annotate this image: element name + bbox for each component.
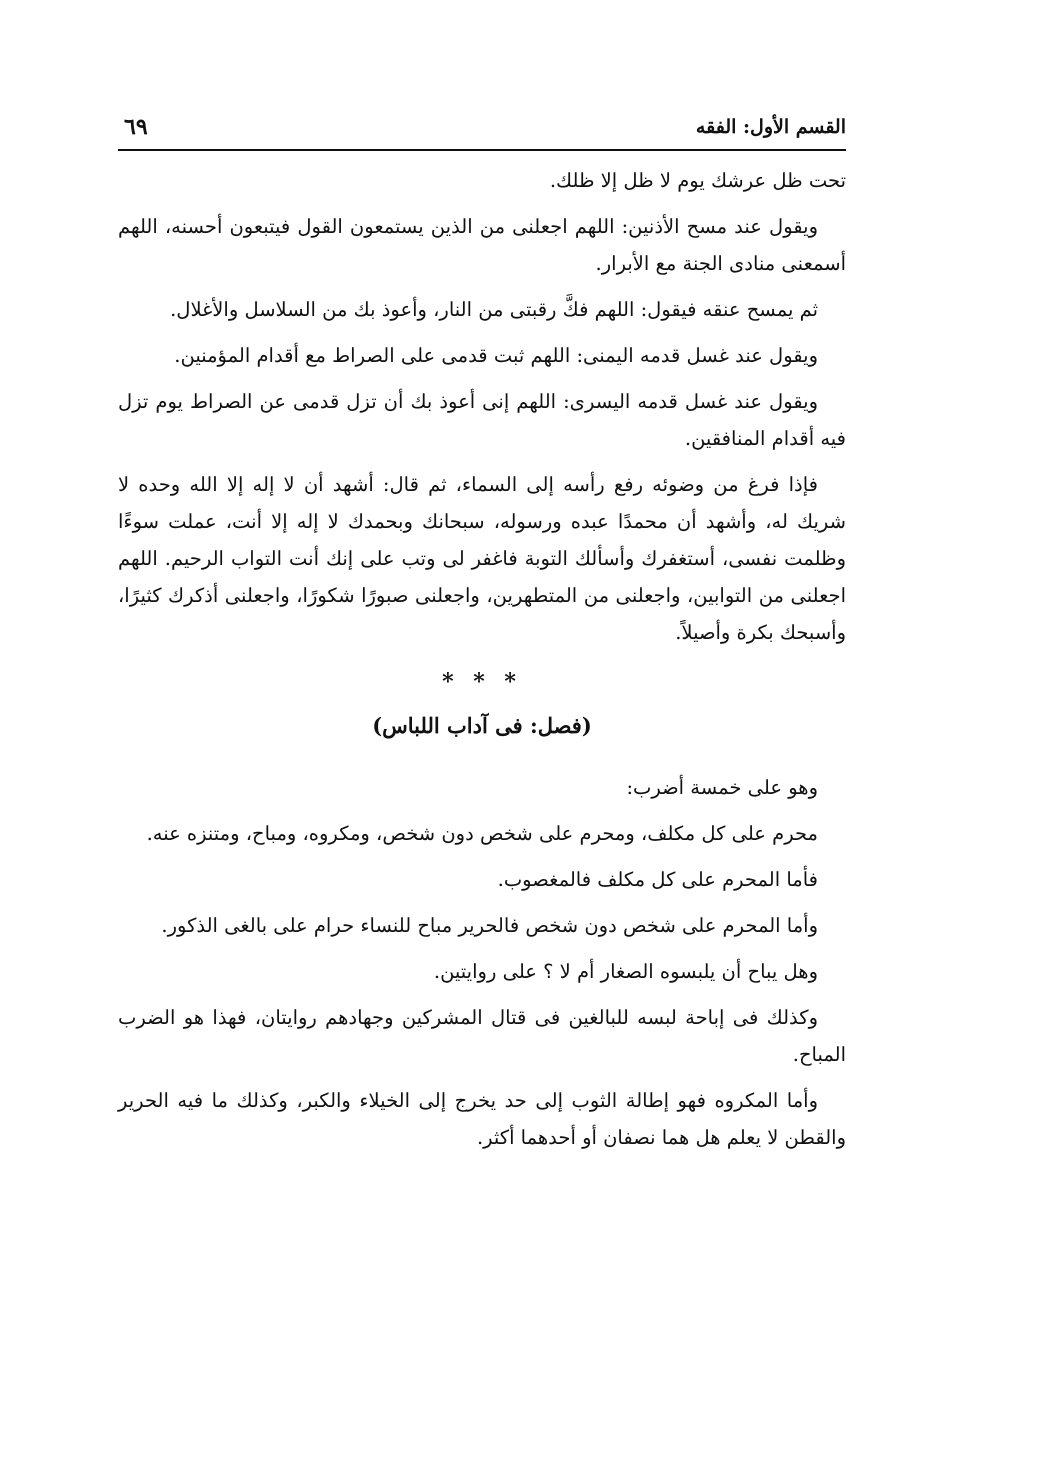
paragraph: وهو على خمسة أضرب:: [626, 776, 818, 799]
paragraph: ويقول عند غسل قدمه اليسرى: اللهم إنى أعوذ بك أن تزل قدمى عن الصراط يوم تزل فيه أقدام المنافقين.: [118, 390, 846, 450]
page-number: ٦٩: [124, 114, 148, 140]
paragraph: وأما المكروه فهو إطالة الثوب إلى حد يخرج إلى الخيلاء والكبر، وكذلك ما فيه الحرير والقطن لا يعلم هل هما نصفان أو أحدهما أكثر.: [118, 1089, 846, 1149]
page-body: [118, 162, 846, 1165]
paragraph: محرم على كل مكلف، ومحرم على شخص دون شخص، ومكروه، ومباح، ومتنزه عنه.: [146, 822, 818, 845]
paragraph: وهل يباح أن يلبسوه الصغار أم لا ؟ على روايتين.: [433, 960, 818, 983]
header-rule: [118, 149, 846, 151]
paragraph: تحت ظل عرشك يوم لا ظل إلا ظلك.: [549, 169, 846, 192]
section-heading: (فصل: فى آداب اللباس): [372, 713, 592, 738]
paragraph: وأما المحرم على شخص دون شخص فالحرير مباح للنساء حرام على بالغى الذكور.: [161, 914, 818, 937]
paragraph: وكذلك فى إباحة لبسه للبالغين فى قتال المشركين وجهادهم روايتان، فهذا هو الضرب المباح.: [118, 1006, 846, 1066]
section-separator: * * *: [442, 669, 522, 695]
paragraph: فإذا فرغ من وضوئه رفع رأسه إلى السماء، ثم قال: أشهد أن لا إله إلا الله وحده لا شريك له، وأشهد أن محمدًا عبده ورسوله، سبحانك وبحمدك لا إله إلا أنت، عملت سوءًا وظلمت نفسى، أستغفرك وأسألك التوبة فاغفر لى وتب على إنك أنت التواب الرحيم. اللهم اجعلنى من التوابين، واجعلنى من المتطهرين، واجعلنى صبورًا شكورًا، واجعلنى أذكرك كثيرًا، وأسبحك بكرة وأصيلاً.: [118, 473, 846, 644]
running-title: القسم الأول: الفقه: [695, 116, 846, 138]
paragraph: ويقول عند غسل قدمه اليمنى: اللهم ثبت قدمى على الصراط مع أقدام المؤمنين.: [174, 344, 818, 367]
page-header: [118, 112, 846, 146]
paragraph: فأما المحرم على كل مكلف فالمغصوب.: [497, 868, 818, 891]
paragraph: ويقول عند مسح الأذنين: اللهم اجعلنى من الذين يستمعون القول فيتبعون أحسنه، اللهم أسمعنى منادى الجنة مع الأبرار.: [118, 215, 846, 275]
paragraph: ثم يمسح عنقه فيقول: اللهم فكَّ رقبتى من النار، وأعوذ بك من السلاسل والأغلال.: [170, 298, 818, 321]
